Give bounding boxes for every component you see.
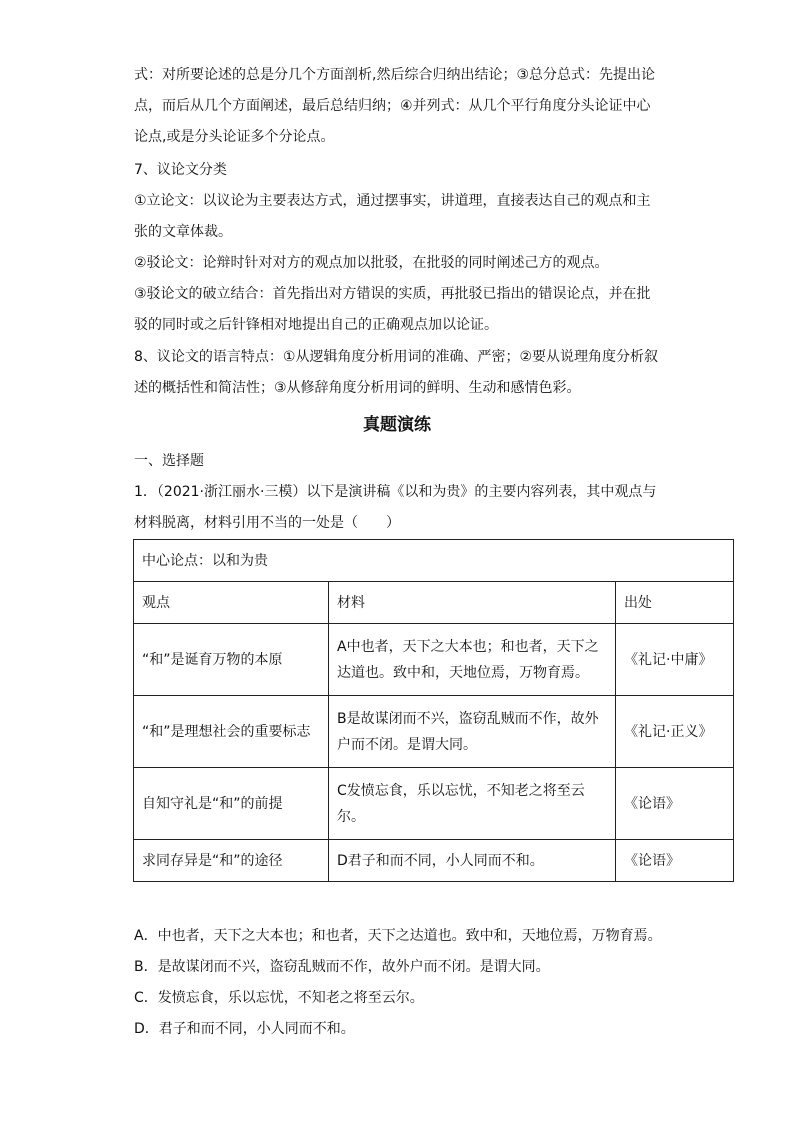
table-central-argument: 中心论点：以和为贵 [134, 540, 734, 582]
question-stem: 1．（2021·浙江丽水·三模）以下是演讲稿《以和为贵》的主要内容列表，其中观点与材料脱离，材料引用不当的一处是（ ） [134, 484, 657, 531]
column-header-material: 材料 [329, 582, 616, 624]
item-7-title: 7、议论文分类 [134, 162, 227, 178]
column-header-view: 观点 [134, 582, 329, 624]
table-row [134, 768, 734, 840]
row-view: “和”是理想社会的重要标志 [134, 696, 329, 768]
option-b[interactable]: B．是故谋闭而不兴，盗窃乱贼而不作，故外户而不闭。是谓大同。 [134, 959, 550, 975]
row-view: “和”是诞育万物的本原 [134, 624, 329, 696]
row-view: 自知守礼是“和”的前提 [134, 768, 329, 840]
column-header-source: 出处 [616, 582, 734, 624]
answer-options [134, 921, 734, 1045]
option-c[interactable]: C．发愤忘食，乐以忘忧，不知老之将至云尔。 [134, 990, 424, 1006]
row-source: 《礼记·正义》 [616, 696, 734, 768]
item-7-b: ②驳论文：论辩时针对对方的观点加以批驳，在批驳的同时阐述己方的观点。 [134, 255, 609, 271]
item-7-a: ①立论文：以议论为主要表达方式，通过摆事实，讲道理，直接表达自己的观点和主张的文章体裁。 [134, 193, 651, 240]
content-table [133, 539, 734, 882]
row-view: 求同存异是“和”的途径 [134, 840, 329, 882]
table-header-row [134, 540, 734, 582]
row-material: A中也者，天下之大本也；和也者，天下之达道也。致中和，天地位焉，万物育焉。 [329, 624, 616, 696]
row-material: D君子和而不同，小人同而不和。 [329, 840, 616, 882]
row-source: 《礼记·中庸》 [616, 624, 734, 696]
part-title: 一、选择题 [134, 453, 204, 469]
table-row [134, 696, 734, 768]
row-material: C发愤忘食，乐以忘忧，不知老之将至云尔。 [329, 768, 616, 840]
table-row [134, 840, 734, 882]
option-a[interactable]: A．中也者，天下之大本也；和也者，天下之达道也。致中和，天地位焉，万物育焉。 [134, 928, 662, 944]
intro-paragraph: 式：对所要论述的总是分几个方面剖析,然后综合归纳出结论；③总分总式：先提出论点，而后从几个方面阐述，最后总结归纳；④并列式：从几个平行角度分头论证中心论点,或是分头论证多个分论点。 [134, 67, 655, 145]
section-title: 真题演练 [363, 415, 431, 435]
item-8: 8、议论文的语言特点：①从逻辑角度分析用词的准确、严密；②要从说理角度分析叙述的概括性和简洁性；③从修辞角度分析用词的鲜明、生动和感情色彩。 [134, 349, 659, 396]
row-source: 《论语》 [616, 840, 734, 882]
row-source: 《论语》 [616, 768, 734, 840]
table-row [134, 624, 734, 696]
item-7-c: ③驳论文的破立结合：首先指出对方错误的实质，再批驳已指出的错误论点，并在批驳的同时或之后针锋相对地提出自己的正确观点加以论证。 [134, 286, 651, 333]
option-d[interactable]: D．君子和而不同，小人同而不和。 [134, 1021, 355, 1037]
row-material: B是故谋闭而不兴，盗窃乱贼而不作，故外户而不闭。是谓大同。 [329, 696, 616, 768]
table-column-header-row [134, 582, 734, 624]
